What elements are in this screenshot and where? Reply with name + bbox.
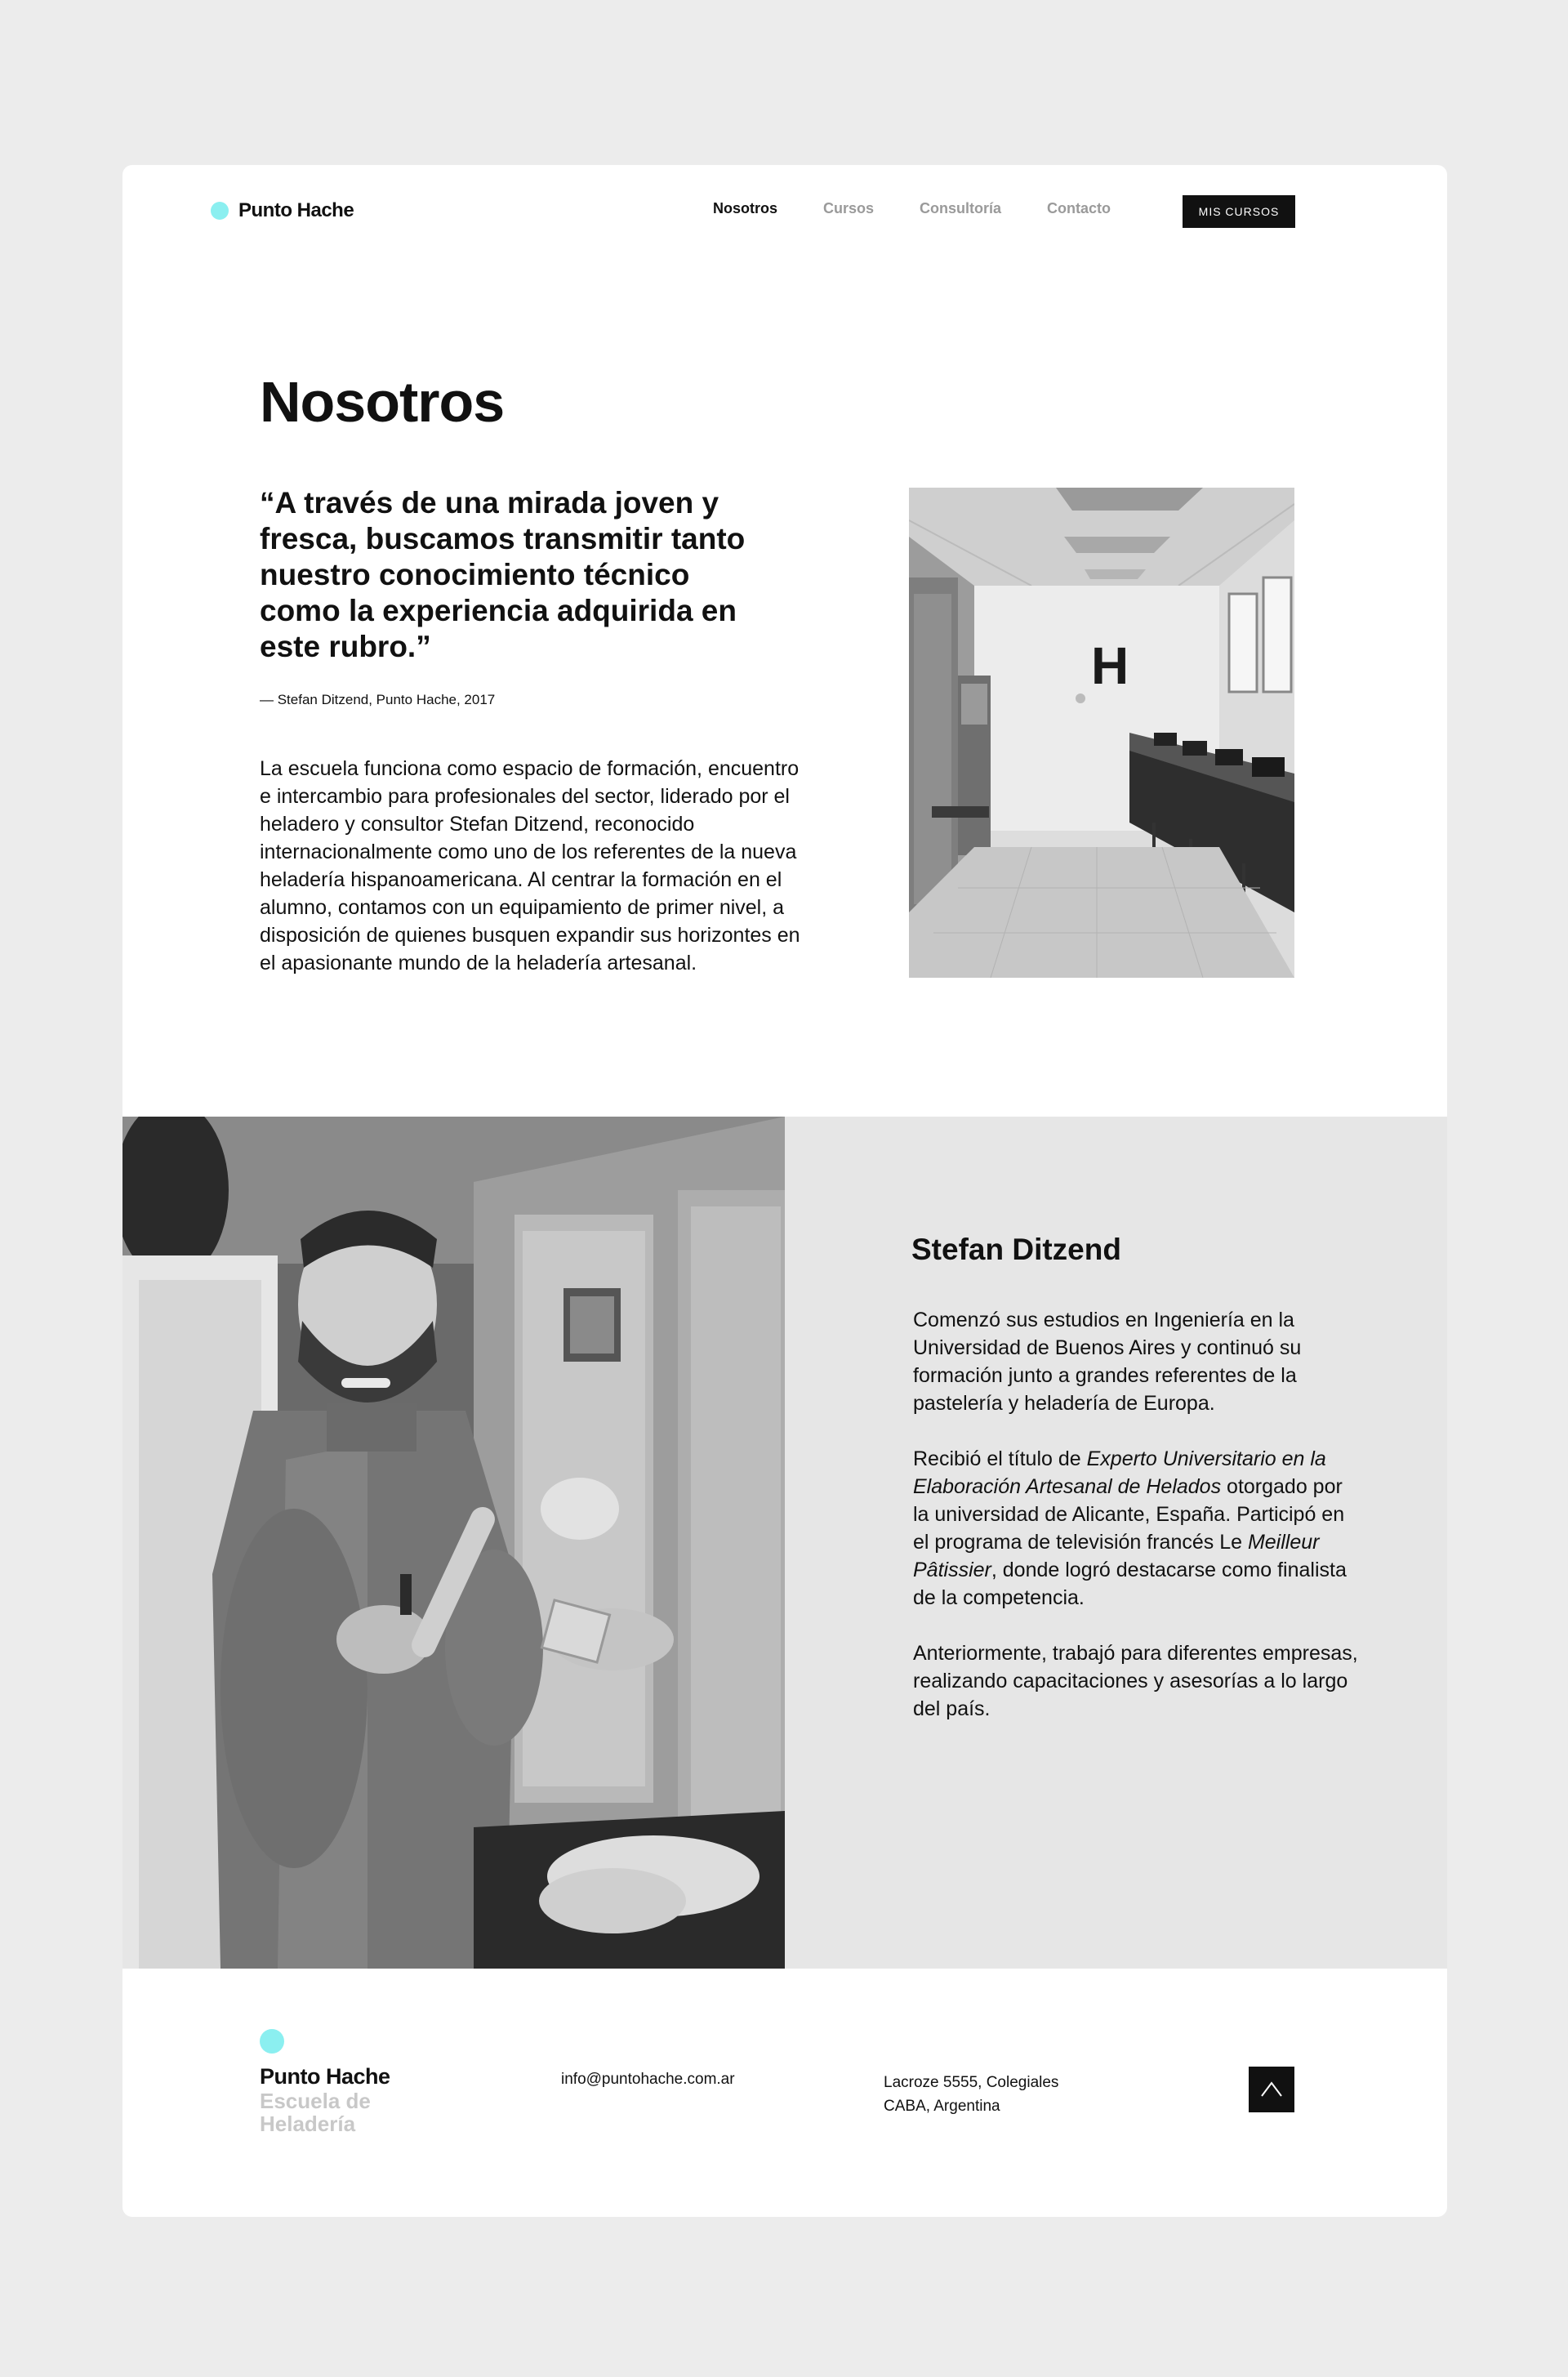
address-line-2: CABA, Argentina: [884, 2098, 1000, 2115]
footer-tagline: Escuela de Heladería: [260, 2089, 371, 2136]
bio-text: [913, 1306, 1362, 1750]
nav-item-cursos[interactable]: Cursos: [823, 200, 875, 216]
intro-quote: “A través de una mirada joven y fresca, buscamos transmitir tanto nuestro conocimiento técnico como la experiencia adquirida en este rubro.”: [260, 486, 746, 663]
bio-p2-text-c: , donde logró destacarse como finalista de la competencia.: [913, 1559, 1347, 1609]
mis-cursos-button[interactable]: MIS CURSOS: [1183, 195, 1295, 228]
kitchen-photo: [909, 488, 1294, 978]
kitchen-sign-text: H: [1091, 636, 1129, 695]
bio-section: [122, 1117, 1447, 1969]
bio-p2-title-em: Experto Universitario en la Elaboración Artesanal de Helados: [913, 1447, 1326, 1498]
footer-logo-dot-icon: [260, 2029, 284, 2054]
footer-brand: Punto Hache: [260, 2064, 390, 2089]
header-logo[interactable]: [211, 199, 354, 222]
main-nav: [713, 200, 1111, 217]
nav-item-contacto[interactable]: Contacto: [1047, 200, 1111, 216]
bio-name: Stefan Ditzend: [911, 1233, 1121, 1266]
footer-email-link[interactable]: info@puntohache.com.ar: [561, 2071, 735, 2088]
bio-p2-text-b: otorgado por la universidad de Alicante, España. Participó en el programa de televisión francés Le: [913, 1475, 1345, 1554]
nav-item-consultoria[interactable]: Consultoría: [920, 200, 1002, 216]
bio-paragraph-3: Anteriormente, trabajó para diferentes empresas, realizando capacitaciones y asesorías a lo largo del país.: [913, 1642, 1358, 1720]
bio-p2-text-a: Recibió el título de: [913, 1447, 1087, 1470]
logo-dot-icon: [211, 202, 229, 220]
footer-address: [884, 2071, 1058, 2118]
chef-photo: [122, 1117, 785, 1969]
bio-paragraph-1: Comenzó sus estudios en Ingeniería en la Universidad de Buenos Aires y continuó su formación junto a grandes referentes de la pastelería y heladería de Europa.: [913, 1309, 1302, 1415]
back-to-top-button[interactable]: [1249, 2067, 1294, 2112]
address-line-1: Lacroze 5555, Colegiales: [884, 2074, 1059, 2091]
logo-text: Punto Hache: [238, 199, 354, 221]
bio-paragraph-2: [913, 1445, 1362, 1612]
chevron-up-icon: [1249, 2067, 1294, 2112]
page-card: [122, 165, 1447, 2217]
nav-item-nosotros[interactable]: Nosotros: [713, 200, 778, 216]
quote-citation: — Stefan Ditzend, Punto Hache, 2017: [260, 692, 496, 707]
bio-p2-show-em: Meilleur Pâtissier: [913, 1531, 1320, 1581]
intro-body: La escuela funciona como espacio de formación, encuentro e intercambio para profesionales del sector, liderado por el heladero y consultor Stefan Ditzend, reconocido internacionalmente como uno de los referentes de la nueva heladería hispanoamericana. Al centrar la formación en el alumno, contamos con un equipamiento de primer nivel, a disposición de quienes busquen expandir sus horizontes en el apasionante mundo de la heladería artesanal.: [260, 757, 800, 974]
page-title: Nosotros: [260, 370, 505, 434]
